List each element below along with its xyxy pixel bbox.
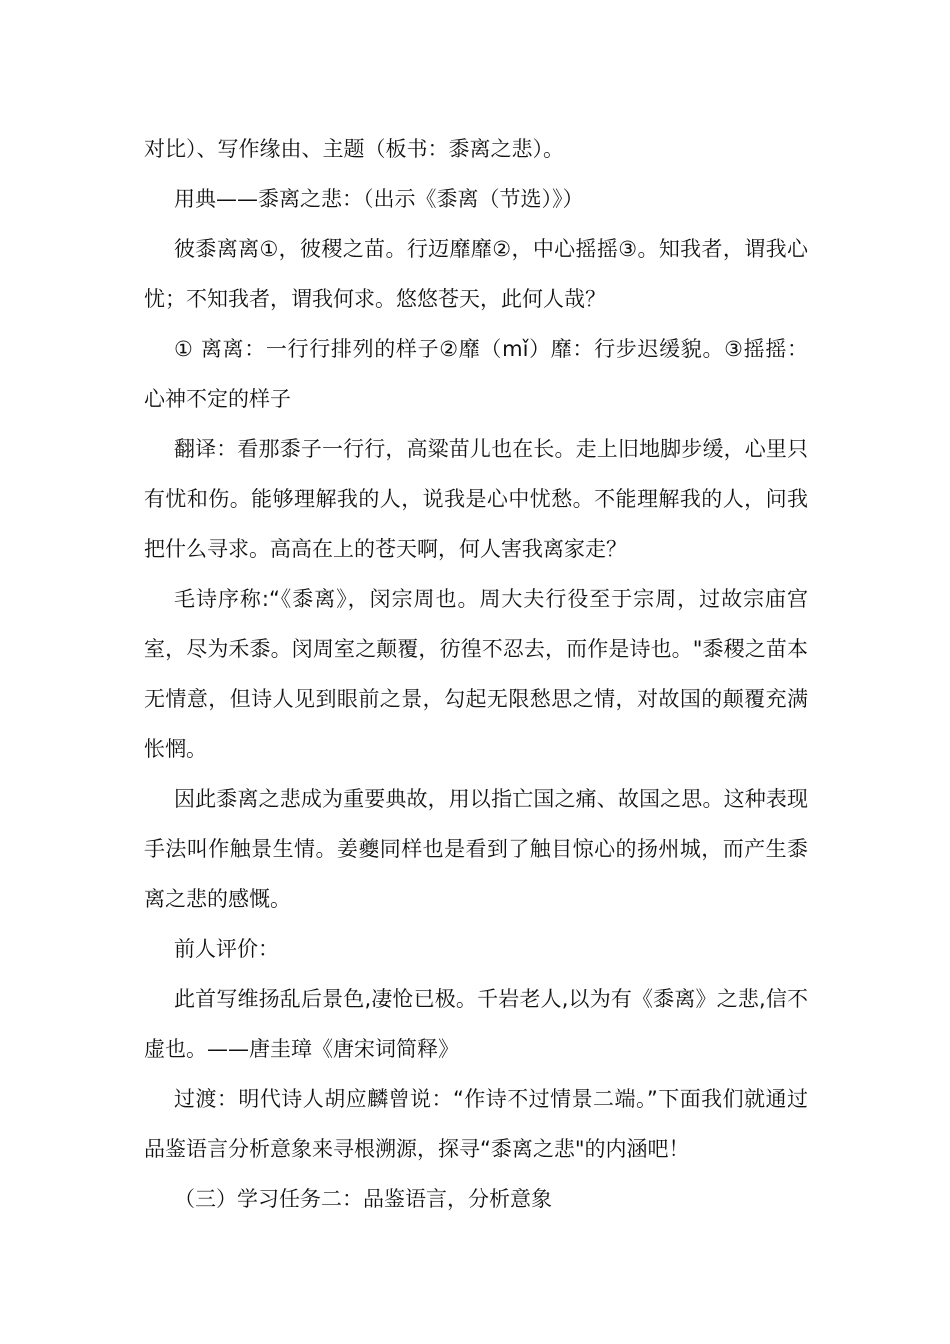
document-body xyxy=(144,124,808,1224)
paragraph-preface-quote: 毛诗序称:“《黍离》，闵宗周也。周大夫行役至于宗周，过故宗庙宫室，尽为禾黍。闵周室之颠覆，彷徨不忍去，而作是诗也。"黍稷之苗本无情意，但诗人见到眼前之景，勾起无限愁思之情，对故国的颠覆充满怅惘。 xyxy=(144,587,808,761)
paragraph-critic-quote: 此首写维扬乱后景色,凄怆已极。千岩老人,以为有《黍离》之悲,信不虚也。——唐圭璋《唐宋词简释》 xyxy=(144,987,808,1061)
paragraph-translation: 翻译：看那黍子一行行，高粱苗儿也在长。走上旧地脚步缓，心里只有忧和伤。能够理解我的人，说我是心中忧愁。不能理解我的人，问我把什么寻求。高高在上的苍天啊，何人害我离家走？ xyxy=(144,437,808,561)
paragraph-annotations: ① 离离：一行行排列的样子②靡（mǐ）靡：行步迟缓貌。③摇摇：心神不定的样子 xyxy=(144,337,808,411)
section-heading-task-two: （三）学习任务二：品鉴语言，分析意象 xyxy=(174,1187,552,1211)
paragraph-poem-text: 彼黍离离①，彼稷之苗。行迈靡靡②，中心摇摇③。知我者，谓我心忧；不知我者，谓我何求。悠悠苍天，此何人哉？ xyxy=(144,237,808,311)
paragraph-continuation: 对比）、写作缘由、主题（板书：黍离之悲）。 xyxy=(144,137,564,161)
paragraph-transition: 过渡：明代诗人胡应麟曾说：“作诗不过情景二端。”下面我们就通过品鉴语言分析意象来寻根溯源，探寻“黍离之悲"的内涵吧！ xyxy=(144,1087,808,1161)
paragraph-critics-heading: 前人评价： xyxy=(174,937,279,961)
paragraph-allusion-heading: 用典——黍离之悲：（出示《黍离（节选）》） xyxy=(174,187,584,211)
paragraph-allusion-explanation: 因此黍离之悲成为重要典故，用以指亡国之痛、故国之思。这种表现手法叫作触景生情。姜夔同样也是看到了触目惊心的扬州城，而产生黍离之悲的感慨。 xyxy=(144,787,808,911)
